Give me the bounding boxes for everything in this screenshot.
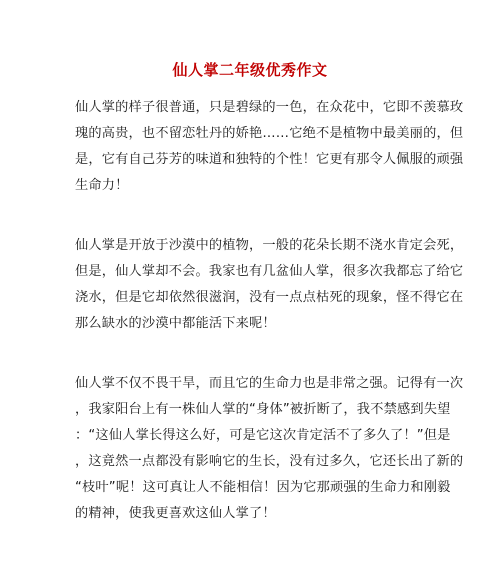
paragraph-line: 瑰的高贵，也不留恋牡丹的娇艳……它绝不是植物中最美丽的，但: [75, 126, 464, 141]
paragraph-2: [75, 233, 464, 337]
paragraph-line: ，我家阳台上有一株仙人掌的“身体”被折断了，我不禁感到失望: [75, 402, 451, 417]
paragraph-line: 的精神，使我更喜欢这仙人掌了！: [75, 506, 276, 521]
paragraph-line: 浇水，但是它却依然很滋润，没有一点点枯死的现象，怪不得它在: [75, 290, 464, 305]
paragraph-line: 仙人掌的样子很普通，只是碧绿的一色，在众花中，它即不羡慕玫: [75, 100, 464, 115]
paragraph-line: 是，它有自己芬芳的味道和独特的个性！它更有那令人佩服的顽强: [75, 152, 464, 167]
paragraph-line: 仙人掌不仅不畏干旱，而且它的生命力也是非常之强。记得有一次: [75, 376, 464, 391]
paragraph-line: 仙人掌是开放于沙漠中的植物，一般的花朵长期不浇水肯定会死，: [75, 238, 464, 253]
paragraph-1: [75, 95, 464, 199]
paragraph-line: 但是，仙人掌却不会。我家也有几盆仙人掌，很多次我都忘了给它: [75, 264, 464, 279]
paragraph-3: [75, 371, 464, 527]
paragraph-line: ，这竟然一点都没有影响它的生长，没有过多久，它还长出了新的: [75, 454, 464, 469]
document-title: 仙人掌二年级优秀作文: [172, 61, 328, 79]
paragraph-line: ：“这仙人掌长得这么好，可是它这次肯定活不了多久了！”但是: [75, 428, 451, 443]
paragraph-line: 那么缺水的沙漠中都能活下来呢！: [75, 316, 276, 331]
paragraph-line: “枝叶”呢！这可真让人不能相信！因为它那顽强的生命力和刚毅: [75, 480, 451, 495]
paragraph-line: 生命力！: [75, 178, 129, 193]
